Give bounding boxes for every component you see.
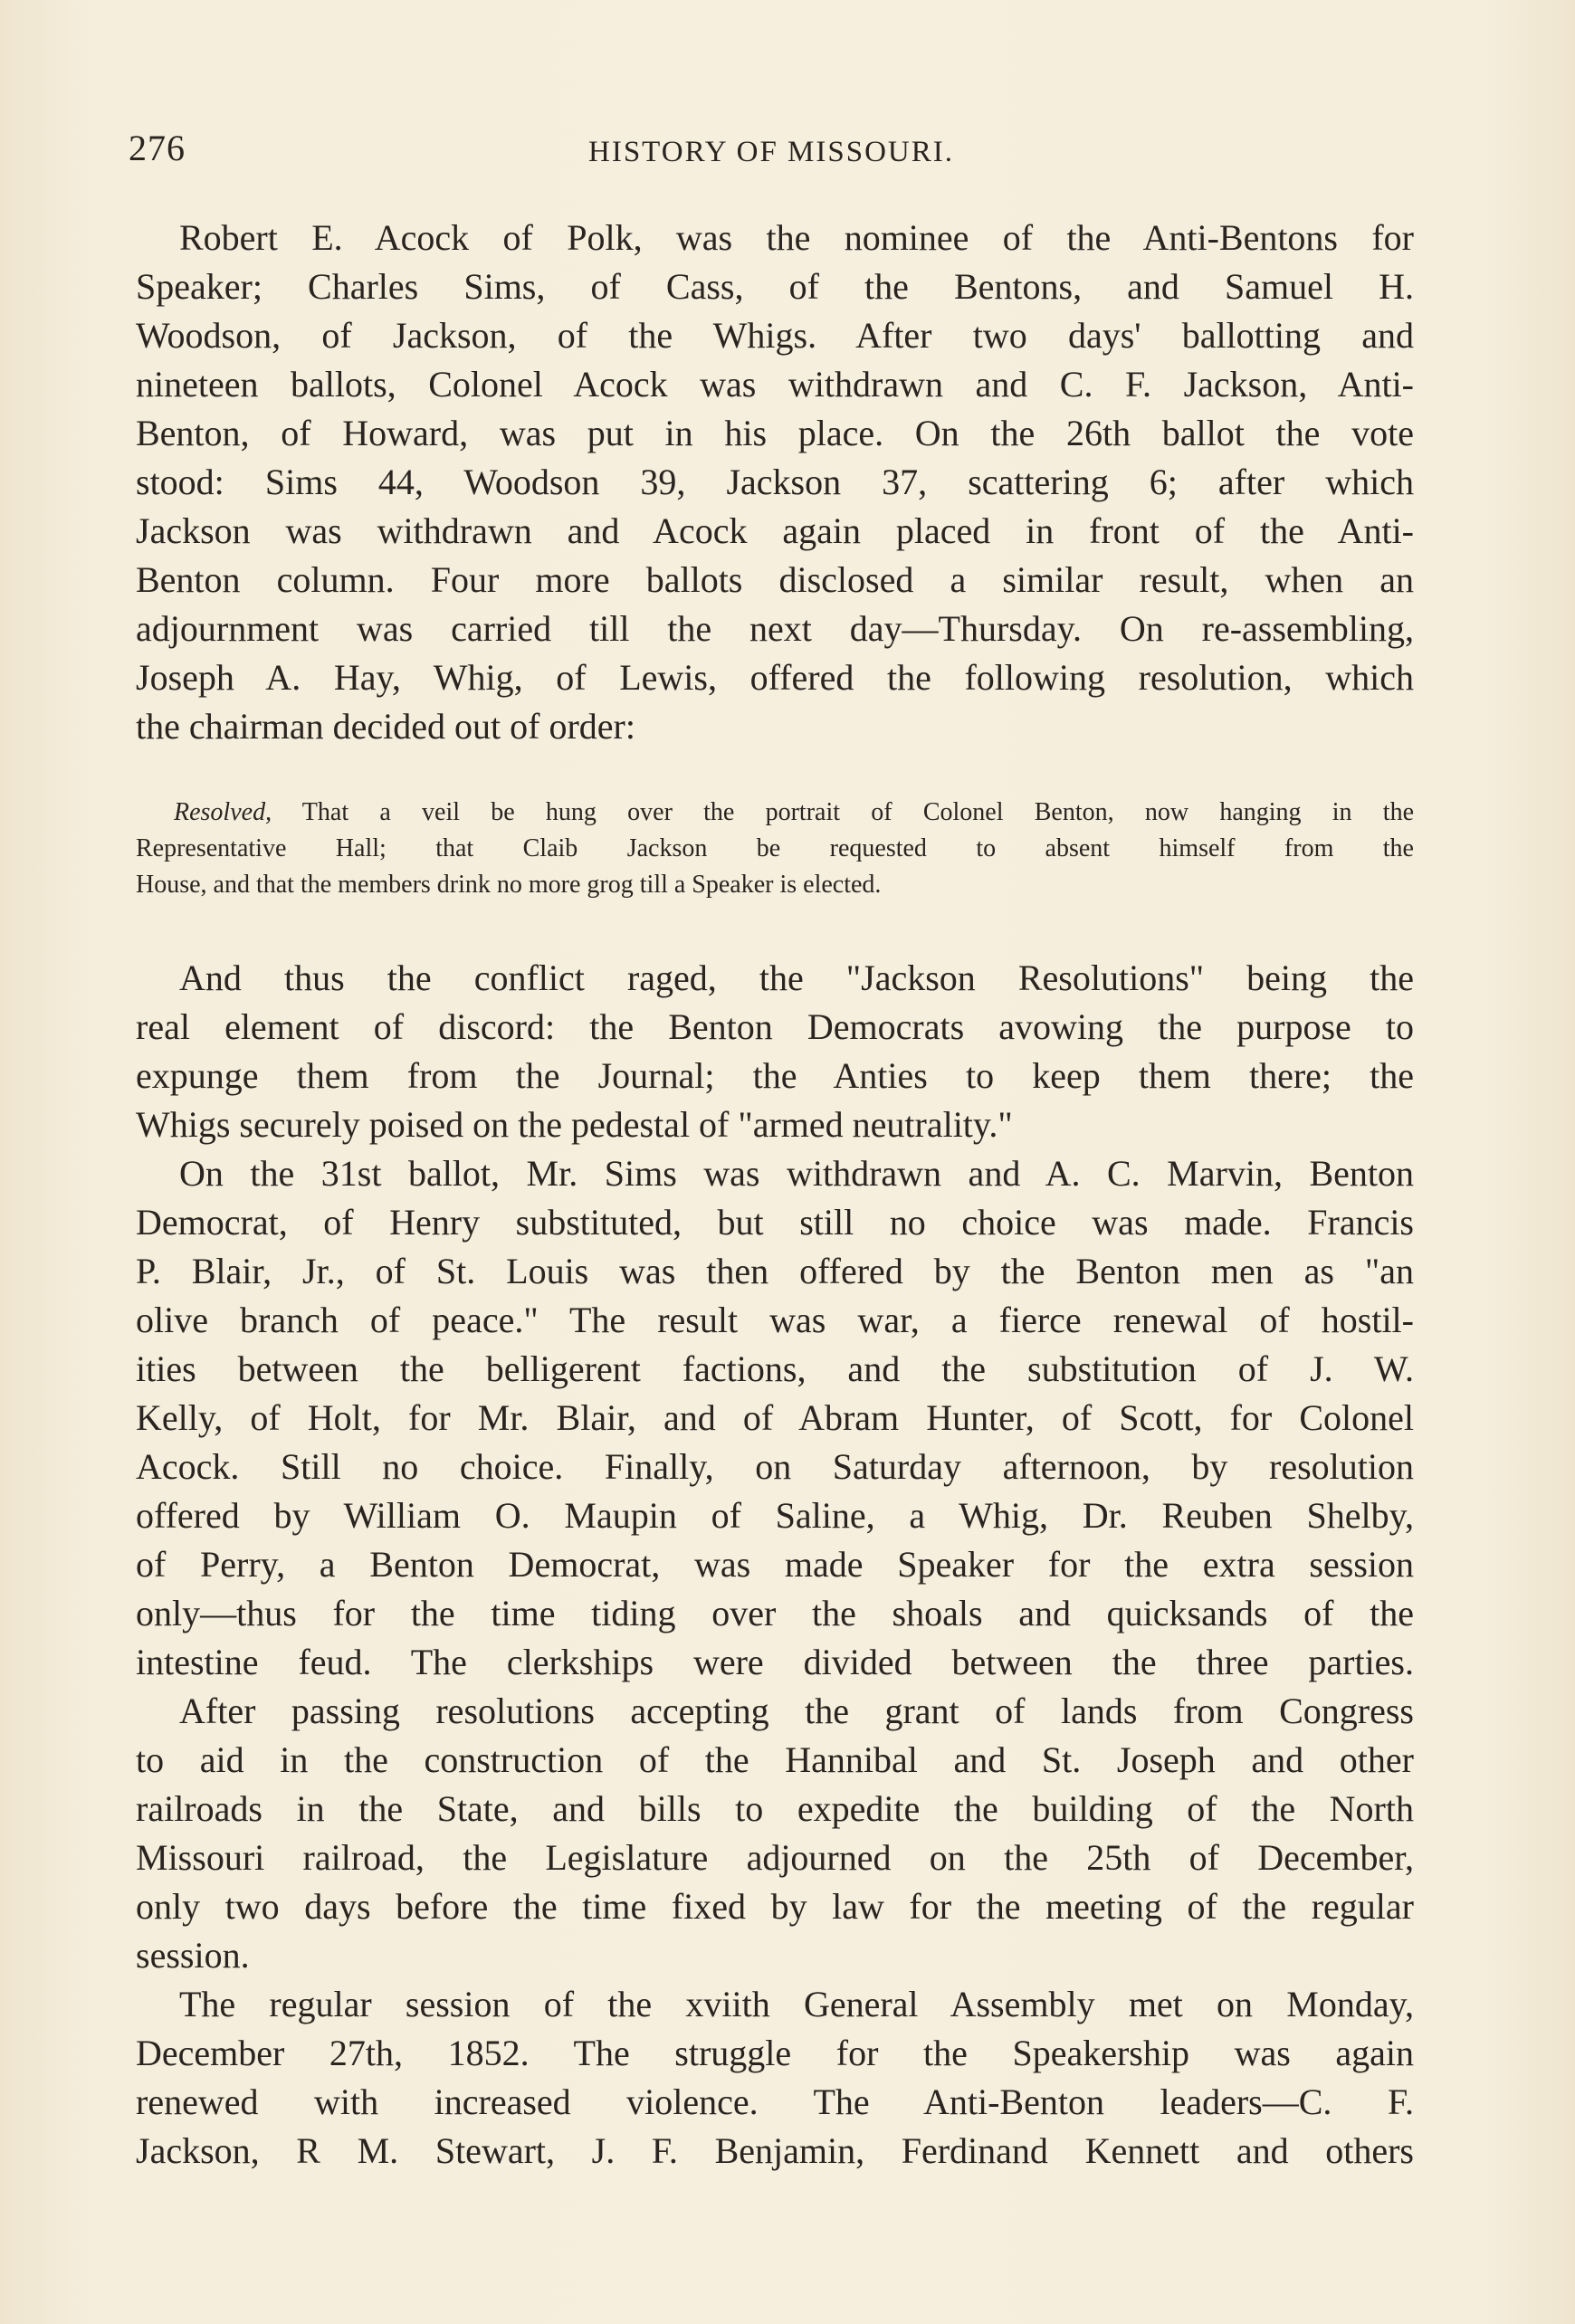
text-line: intestine feud. The clerkships were divided between the three parties. (136, 1642, 1414, 1682)
paragraph-4 (136, 1687, 1414, 1980)
text-line: Kelly, of Holt, for Mr. Blair, and of Abram Hunter, of Scott, for Colonel (136, 1397, 1414, 1438)
text-line: stood: Sims 44, Woodson 39, Jackson 37, scattering 6; after which (136, 462, 1414, 502)
text-line: of Perry, a Benton Democrat, was made Speaker for the extra session (136, 1544, 1414, 1585)
text-line: Whigs securely poised on the pedestal of "armed neutrality." (136, 1104, 1013, 1145)
text-line: Woodson, of Jackson, of the Whigs. After two days' ballotting and (136, 315, 1414, 356)
text-line: On the 31st ballot, Mr. Sims was withdrawn and A. C. Marvin, Benton (179, 1153, 1414, 1194)
text-line: After passing resolutions accepting the grant of lands from Congress (179, 1691, 1414, 1731)
quote-line: House, and that the members drink no more grog till a Speaker is elected. (136, 871, 882, 899)
paragraph-3 (136, 1149, 1414, 1687)
text-line: The regular session of the xviith General Assembly met on Monday, (179, 1984, 1414, 2024)
text-line: to aid in the construction of the Hannibal and St. Joseph and other (136, 1739, 1414, 1780)
quote-line: Representative Hall; that Claib Jackson be requested to absent himself from the (136, 834, 1414, 862)
text-line: ities between the belligerent factions, and the substitution of J. W. (136, 1348, 1414, 1389)
page-number: 276 (129, 128, 186, 168)
running-head: HISTORY OF MISSOURI. (588, 136, 954, 168)
text-line: And thus the conflict raged, the "Jackson Resolutions" being the (179, 957, 1414, 998)
quote-line (136, 795, 1414, 831)
paragraph-1 (136, 214, 1414, 751)
quote-line-text: That a veil be hung over the portrait of Colonel Benton, now hanging in the (272, 798, 1414, 826)
text-line: railroads in the State, and bills to expedite the building of the North (136, 1788, 1414, 1829)
text-line: P. Blair, Jr., of St. Louis was then offered by the Benton men as "an (136, 1251, 1414, 1291)
text-line: Jackson, R M. Stewart, J. F. Benjamin, Ferdinand Kennett and others (136, 2130, 1414, 2171)
main-text (136, 954, 1414, 2176)
page-header (129, 127, 1414, 181)
text-line: the chairman decided out of order: (136, 706, 635, 747)
text-line: session. (136, 1935, 250, 1976)
text-line: real element of discord: the Benton Democrats avowing the purpose to (136, 1006, 1414, 1047)
paragraph-5 (136, 1980, 1414, 2176)
text-line: nineteen ballots, Colonel Acock was withdrawn and C. F. Jackson, Anti- (136, 364, 1414, 405)
resolution-quote (136, 795, 1414, 903)
text-line: only—thus for the time tiding over the shoals and quicksands of the (136, 1593, 1414, 1633)
text-line: Jackson was withdrawn and Acock again placed in front of the Anti- (136, 510, 1414, 551)
text-line: December 27th, 1852. The struggle for the Speakership was again (136, 2033, 1414, 2073)
text-line: only two days before the time fixed by law for the meeting of the regular (136, 1886, 1414, 1927)
text-line: Missouri railroad, the Legislature adjourned on the 25th of December, (136, 1837, 1414, 1878)
text-line: renewed with increased violence. The Anti-Benton leaders—C. F. (136, 2081, 1414, 2122)
text-line: Democrat, of Henry substituted, but still no choice was made. Francis (136, 1202, 1414, 1243)
text-line: olive branch of peace." The result was war, a fierce renewal of hostil- (136, 1300, 1414, 1340)
text-line: Acock. Still no choice. Finally, on Saturday afternoon, by resolution (136, 1446, 1414, 1487)
text-line: adjournment was carried till the next day—Thursday. On re-assembling, (136, 608, 1414, 649)
text-line: offered by William O. Maupin of Saline, a Whig, Dr. Reuben Shelby, (136, 1495, 1414, 1536)
text-line: Benton column. Four more ballots disclosed a similar result, when an (136, 559, 1414, 600)
text-line: Speaker; Charles Sims, of Cass, of the Bentons, and Samuel H. (136, 266, 1414, 307)
text-line: Benton, of Howard, was put in his place. On the 26th ballot the vote (136, 413, 1414, 453)
text-line: Joseph A. Hay, Whig, of Lewis, offered the following resolution, which (136, 657, 1414, 698)
paragraph-2 (136, 954, 1414, 1149)
resolved-word: Resolved, (174, 798, 272, 826)
text-line: Robert E. Acock of Polk, was the nominee of the Anti-Bentons for (179, 217, 1414, 258)
text-line: expunge them from the Journal; the Anties to keep them there; the (136, 1055, 1414, 1096)
